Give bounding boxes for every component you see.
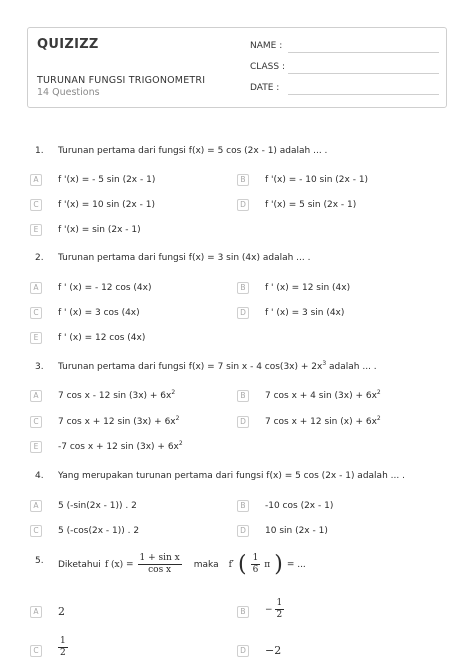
option-letter-box[interactable]: D xyxy=(237,199,249,211)
option-letter-box[interactable]: A xyxy=(30,282,42,294)
option-text: f '(x) = sin (2x - 1) xyxy=(58,225,141,235)
option-text: 10 sin (2x - 1) xyxy=(265,526,328,536)
option-text: f ' (x) = - 12 cos (4x) xyxy=(58,283,152,293)
option-letter-box[interactable]: A xyxy=(30,606,42,618)
question-number: 3. xyxy=(35,362,44,372)
question-text: Turunan pertama dari fungsi f(x) = 7 sin x - 4 $\cos(3x) + 2x^3$ adalah ... . xyxy=(58,360,377,372)
option-letter-box[interactable]: A xyxy=(30,500,42,512)
option-letter-box[interactable]: B xyxy=(237,606,249,618)
option-letter-box[interactable]: B xyxy=(237,390,249,402)
option-text: -7 cos x + 12 $\sin (3x) + 6x^2$ xyxy=(58,440,183,452)
option-text: 5 (-sin(2x - 1)) . 2 xyxy=(58,501,137,511)
argument-fraction: $\frac{1}{6}$ xyxy=(252,553,259,575)
option-text: f ' (x) = 12 cos (4x) xyxy=(58,333,146,343)
option-letter-box[interactable]: C xyxy=(30,416,42,428)
function-lhs: f (x) = xyxy=(104,559,134,570)
option-text: f '(x) = 10 sin (2x - 1) xyxy=(58,200,155,210)
option-letter-box[interactable]: C xyxy=(30,199,42,211)
option-letter-box[interactable]: D xyxy=(237,525,249,537)
option-text: 7 cos x + 4 $\sin (3x) + 6x^2$ xyxy=(265,389,381,401)
option-text: f '(x) = 5 sin (2x - 1) xyxy=(265,200,357,210)
quizizz-logo: QUIZIZZ xyxy=(37,37,99,52)
question-text: Turunan pertama dari fungsi f(x) = 5 cos (2x - 1) adalah ... . xyxy=(58,146,328,156)
function-fraction: $\frac{\text{1 + sin x}}{\text{cos x}}$ xyxy=(139,553,180,575)
class-label: CLASS : xyxy=(250,62,285,72)
option-text: 5 (-cos(2x - 1)) . 2 xyxy=(58,526,140,536)
option-letter-box[interactable]: A xyxy=(30,390,42,402)
option-letter-box[interactable]: B xyxy=(237,282,249,294)
question-number: 4. xyxy=(35,471,44,481)
option-letter-box[interactable]: E xyxy=(30,224,42,236)
option-letter-box[interactable]: C xyxy=(30,307,42,319)
option-letter-box[interactable]: C xyxy=(30,525,42,537)
question-count: 14 Questions xyxy=(37,87,100,98)
question-number: 5. xyxy=(35,556,44,566)
option-letter-box[interactable]: C xyxy=(30,645,42,657)
option-letter-box[interactable]: E xyxy=(30,441,42,453)
worksheet-header xyxy=(27,27,447,108)
option-letter-box[interactable]: B xyxy=(237,500,249,512)
option-text: $\frac{1}{2}$ xyxy=(60,636,66,658)
option-text: f '(x) = - 10 sin (2x - 1) xyxy=(265,175,369,185)
name-field[interactable] xyxy=(288,52,439,53)
option-text: f '(x) = - 5 sin (2x - 1) xyxy=(58,175,156,185)
option-text: 2 xyxy=(58,605,65,618)
option-letter-box[interactable]: D xyxy=(237,307,249,319)
worksheet-title: TURUNAN FUNGSI TRIGONOMETRI xyxy=(37,75,206,86)
option-letter-box[interactable]: D xyxy=(237,416,249,428)
option-text: 7 cos x + 12 $\sin (x) + 6x^2$ xyxy=(265,415,381,427)
question-text: Diketahui f (x) = $\frac{\text{1 + sin x}}{\text{cos x}}$ maka f′ ( $\frac{1}{6}$ π ) = ... xyxy=(58,551,306,577)
option-letter-box[interactable]: B xyxy=(237,174,249,186)
option-letter-box[interactable]: A xyxy=(30,174,42,186)
name-label: NAME : xyxy=(250,41,283,51)
option-text: 7 cos x + 12 $\sin (3x) + 6x^2$ xyxy=(58,415,180,427)
question-number: 2. xyxy=(35,253,44,263)
option-text: f ' (x) = 12 sin (4x) xyxy=(265,283,351,293)
option-text: f ' (x) = 3 sin (4x) xyxy=(265,308,345,318)
question-number: 1. xyxy=(35,146,44,156)
question-text: Yang merupakan turunan pertama dari fungsi f(x) = 5 cos (2x - 1) adalah ... . xyxy=(58,471,405,481)
class-field[interactable] xyxy=(288,73,439,74)
option-text: f ' (x) = 3 cos (4x) xyxy=(58,308,140,318)
question-text: Turunan pertama dari fungsi f(x) = 3 sin (4x) adalah ... . xyxy=(58,253,311,263)
date-field[interactable] xyxy=(288,94,439,95)
option-text: − $\frac{1}{2}$ xyxy=(265,598,283,620)
option-text: 7 cos x - 12 $\sin (3x) + 6x^2$ xyxy=(58,389,176,401)
option-text: −2 xyxy=(265,644,282,657)
date-label: DATE : xyxy=(250,83,280,93)
option-letter-box[interactable]: E xyxy=(30,332,42,344)
option-letter-box[interactable]: D xyxy=(237,645,249,657)
option-text: -10 cos (2x - 1) xyxy=(265,501,334,511)
